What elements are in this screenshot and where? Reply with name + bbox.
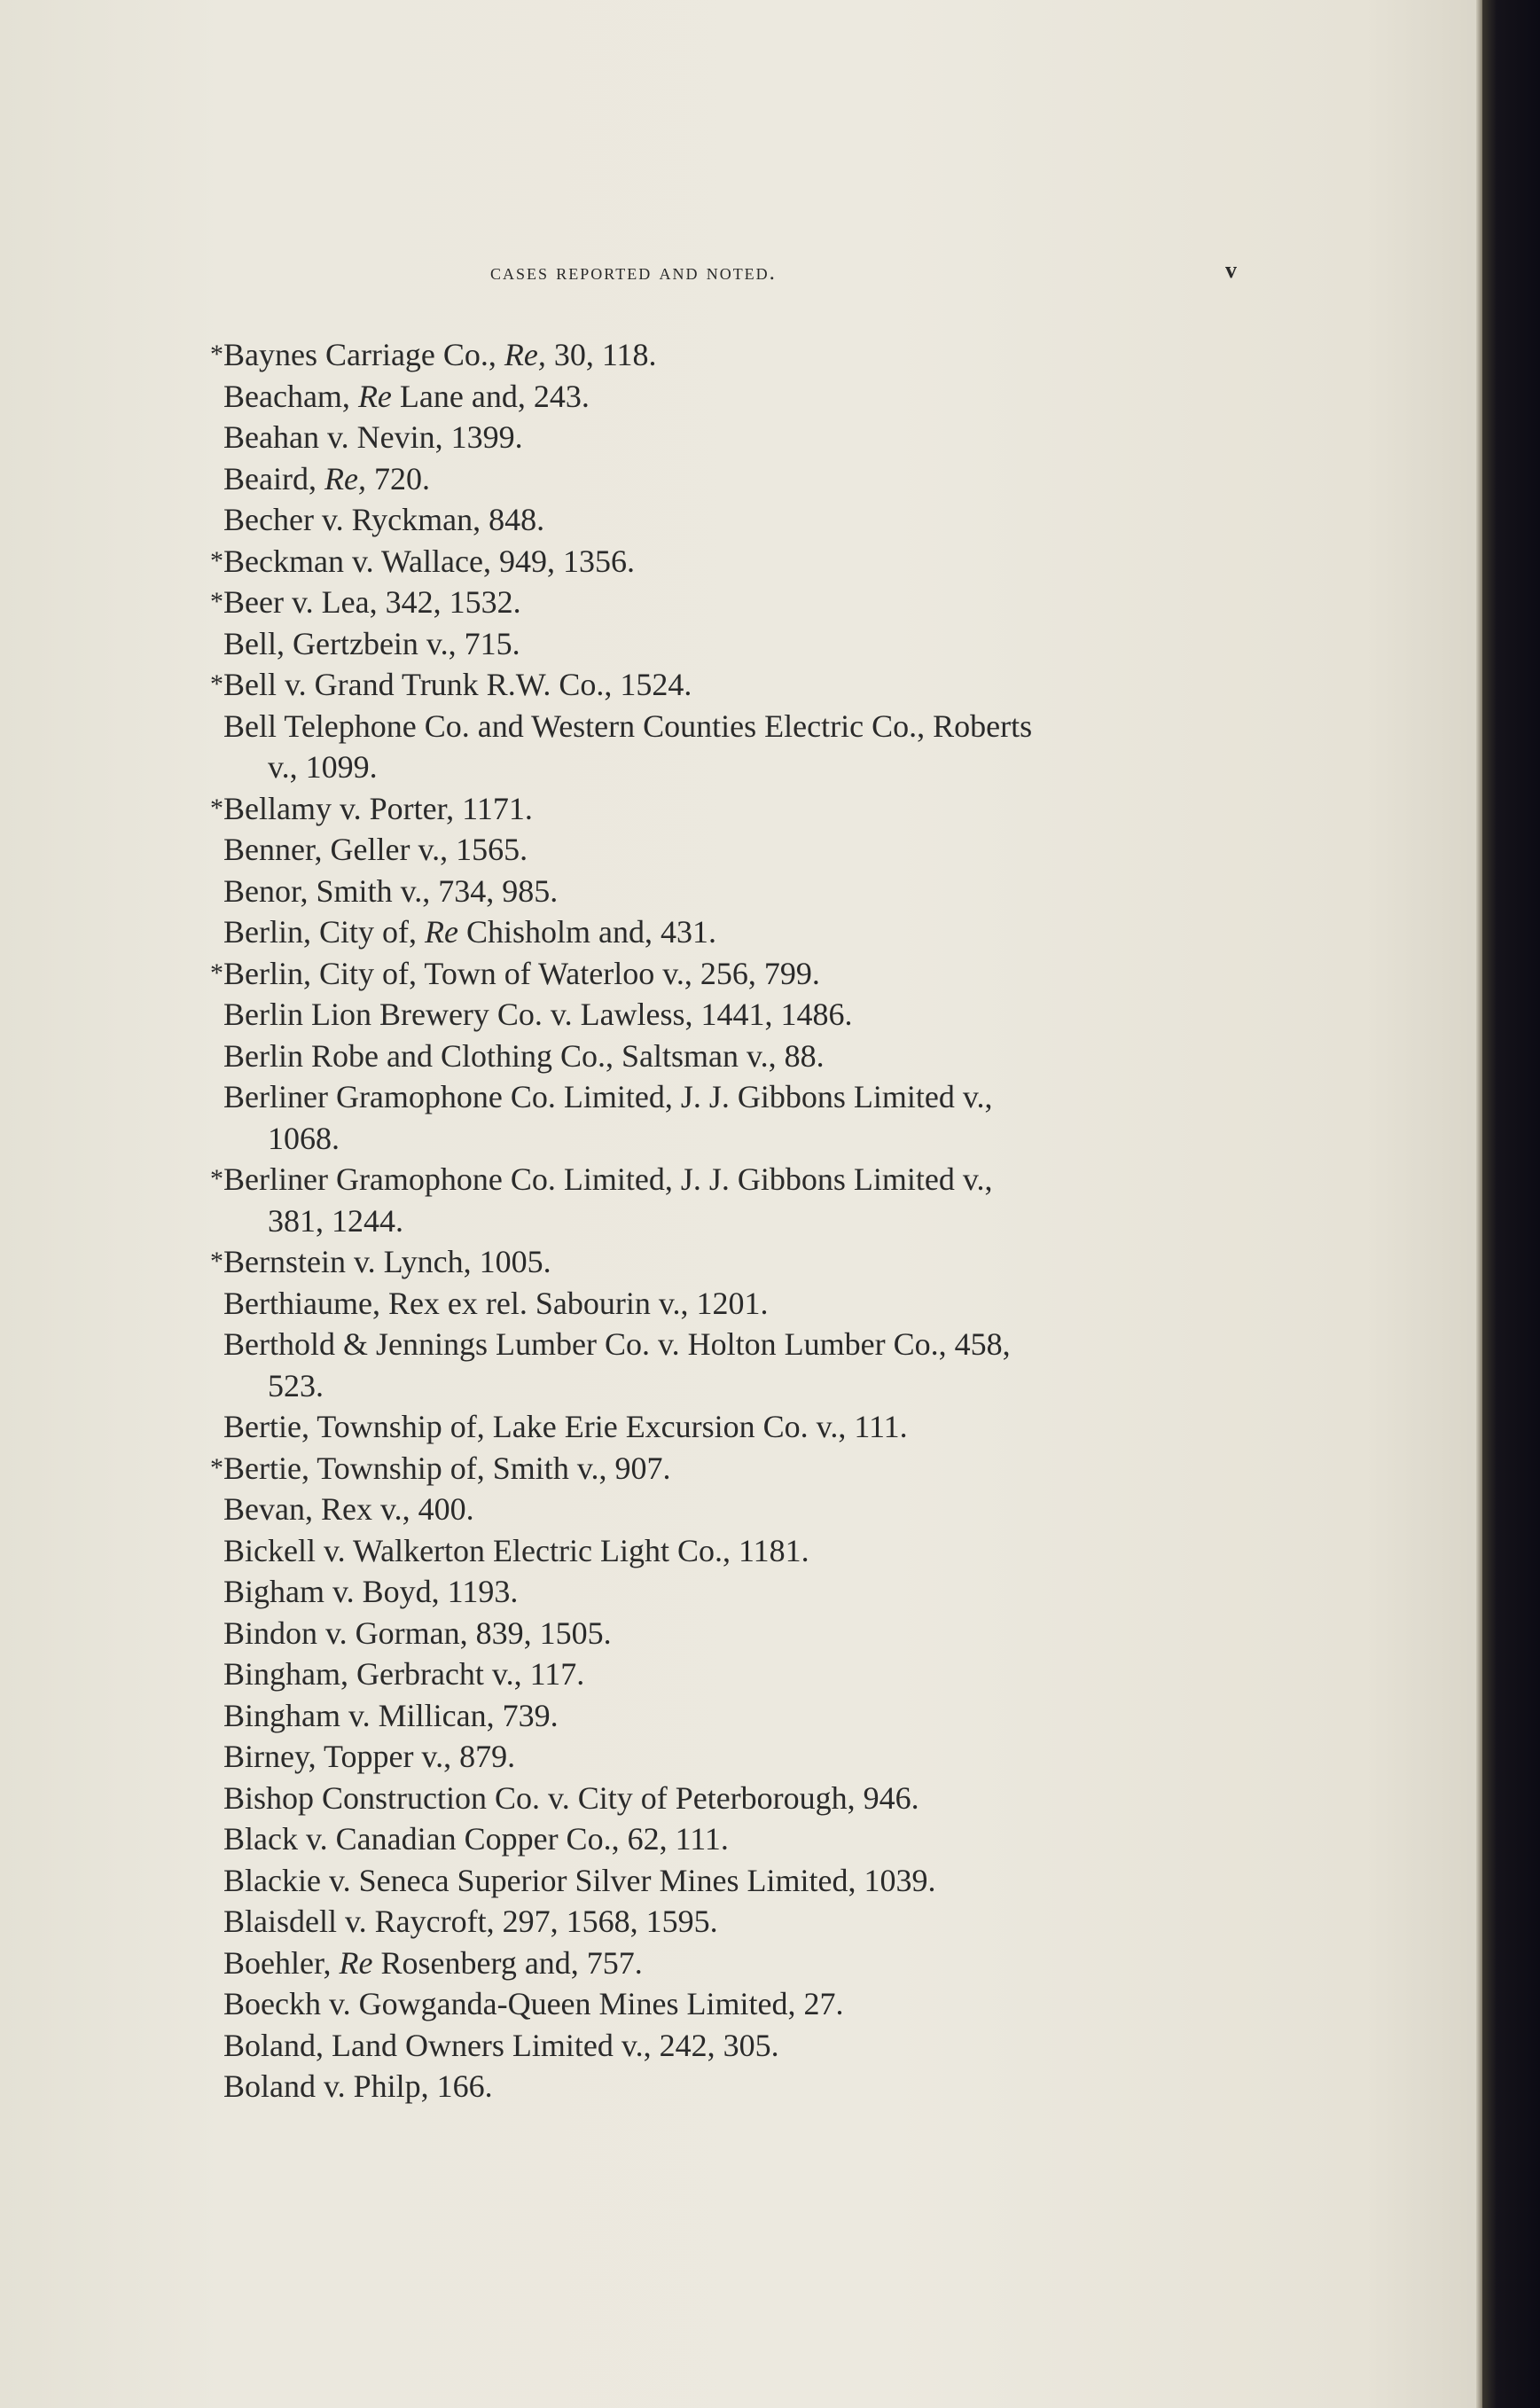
case-entry-text: Bingham, Gerbracht v., 117.	[223, 1656, 585, 1692]
case-entry	[197, 1654, 1278, 1695]
asterisk-marker: *	[210, 958, 223, 988]
case-entry	[197, 1283, 1278, 1325]
asterisk-marker: *	[210, 1452, 223, 1482]
case-entry	[197, 2025, 1278, 2067]
case-entry	[197, 1241, 1278, 1283]
case-entry	[197, 1159, 1278, 1241]
case-entry-text: Bickell v. Walkerton Electric Light Co., 1181.	[223, 1532, 809, 1568]
case-entry	[197, 1613, 1278, 1654]
case-entry-text: Blaisdell v. Raycroft, 297, 1568, 1595.	[223, 1904, 718, 1939]
case-entry	[197, 417, 1278, 458]
case-entry-text: Beer v. Lea, 342, 1532.	[223, 584, 521, 620]
asterisk-marker: *	[210, 669, 223, 699]
case-entry	[197, 1943, 1278, 1984]
case-entry	[197, 623, 1278, 665]
case-entry-text: Berthiaume, Rex ex rel. Sabourin v., 1201.	[223, 1285, 769, 1321]
case-entry-text: Bernstein v. Lynch, 1005.	[223, 1244, 551, 1279]
case-entry	[197, 458, 1278, 500]
case-entry	[197, 541, 1278, 582]
asterisk-marker: *	[210, 1247, 223, 1276]
case-entry	[197, 1530, 1278, 1572]
case-entry	[197, 376, 1278, 418]
case-entry	[197, 829, 1278, 871]
case-entry-text: Black v. Canadian Copper Co., 62, 111.	[223, 1821, 729, 1857]
case-entry-text-after: 30, 118.	[545, 337, 657, 372]
case-entry-text: Bellamy v. Porter, 1171.	[223, 790, 533, 826]
case-entry-italic: Re	[357, 378, 392, 414]
case-entry	[197, 1076, 1278, 1159]
case-entry-text: Berlin, City of, Town of Waterloo v., 256, 799.	[223, 955, 820, 991]
case-entry-text: Bevan, Rex v., 400.	[223, 1491, 474, 1527]
page-header-title: cases reported and noted.	[490, 261, 777, 285]
asterisk-marker: *	[210, 545, 223, 575]
case-entry-italic: Re	[339, 1944, 373, 1981]
case-entry-text: Boeckh v. Gowganda-Queen Mines Limited, 27.	[223, 1986, 844, 2021]
case-entry	[197, 1818, 1278, 1860]
case-entry	[197, 1983, 1278, 2025]
case-entry-text: Benner, Geller v., 1565.	[223, 832, 528, 867]
case-entry-italic: Re	[425, 914, 458, 950]
case-entry-italic: Re,	[324, 460, 366, 496]
case-entry-text: Boland, Land Owners Limited v., 242, 305.	[223, 2027, 779, 2063]
case-entry	[197, 788, 1278, 830]
asterisk-marker: *	[210, 793, 223, 823]
case-entry-text: Bishop Construction Co. v. City of Peterborough, 946.	[223, 1779, 919, 1816]
asterisk-marker: *	[210, 340, 223, 369]
case-entry-continuation: v., 1099.	[268, 749, 378, 785]
case-entry	[197, 1695, 1278, 1737]
case-entry-text: Bindon v. Gorman, 839, 1505.	[223, 1614, 612, 1651]
case-entry	[197, 582, 1278, 623]
case-entry-text: Berlin Lion Brewery Co. v. Lawless, 1441, 1486.	[223, 997, 853, 1032]
case-entry-text: Berlin, City of,	[223, 914, 425, 950]
case-entry-text: Baynes Carriage Co.,	[223, 337, 504, 372]
case-entry	[197, 1860, 1278, 1902]
case-entry-text: Benor, Smith v., 734, 985.	[223, 872, 559, 909]
case-entry	[197, 1778, 1278, 1819]
case-entry	[197, 953, 1278, 995]
asterisk-marker: *	[210, 587, 223, 616]
case-entry-text: Boland v. Philp, 166.	[223, 2068, 493, 2104]
case-entry	[197, 1406, 1278, 1448]
case-entry	[197, 664, 1278, 706]
case-entry-continuation: 381, 1244.	[268, 1202, 403, 1239]
case-entry-text: Beaird,	[223, 460, 324, 496]
case-entry	[197, 1036, 1278, 1077]
case-entry-text: Berlin Robe and Clothing Co., Saltsman v., 88.	[223, 1037, 825, 1074]
case-entry-italic: Re,	[504, 337, 546, 372]
case-entry-text: Bell v. Grand Trunk R.W. Co., 1524.	[223, 667, 692, 702]
case-entry	[197, 2066, 1278, 2107]
case-entry	[197, 911, 1278, 953]
case-entry-text: Bingham v. Millican, 739.	[223, 1697, 559, 1733]
case-entry	[197, 334, 1278, 376]
case-entry	[197, 706, 1278, 788]
case-entry-text: Bertie, Township of, Smith v., 907.	[223, 1450, 671, 1486]
case-index-list	[197, 334, 1278, 2107]
case-entry	[197, 1324, 1278, 1406]
case-entry-text-after: Rosenberg and, 757.	[372, 1944, 643, 1981]
case-entry	[197, 1571, 1278, 1613]
case-entry-text: Birney, Topper v., 879.	[223, 1739, 516, 1774]
case-entry-text: Berliner Gramophone Co. Limited, J. J. Gibbons Limited v.,	[223, 1161, 993, 1197]
running-header	[0, 257, 1482, 293]
page-number: v	[1225, 257, 1237, 283]
case-entry	[197, 1448, 1278, 1489]
case-entry-text: Bell, Gertzbein v., 715.	[223, 625, 520, 661]
case-entry	[197, 1736, 1278, 1778]
case-entry-continuation: 1068.	[268, 1120, 340, 1156]
case-entry	[197, 1489, 1278, 1530]
book-spine	[1482, 0, 1540, 2408]
case-entry-text: Beckman v. Wallace, 949, 1356.	[223, 543, 635, 579]
case-entry	[197, 1901, 1278, 1943]
case-entry-text-after: Lane and, 243.	[391, 378, 590, 414]
case-entry-text: Beacham,	[223, 378, 358, 414]
case-entry-text-after: Chisholm and, 431.	[457, 914, 716, 950]
case-entry-text: Berthold & Jennings Lumber Co. v. Holton Lumber Co., 458,	[223, 1326, 1011, 1362]
case-entry-continuation: 523.	[268, 1367, 324, 1403]
case-entry-text: Bertie, Township of, Lake Erie Excursion Co. v., 111.	[223, 1409, 908, 1444]
case-entry-text: Bigham v. Boyd, 1193.	[223, 1574, 519, 1609]
case-entry-text: Beahan v. Nevin, 1399.	[223, 419, 523, 455]
asterisk-marker: *	[210, 1164, 223, 1193]
case-entry-text: Berliner Gramophone Co. Limited, J. J. Gibbons Limited v.,	[223, 1079, 993, 1114]
case-entry	[197, 499, 1278, 541]
case-entry-text-after: 720.	[365, 460, 430, 496]
case-entry	[197, 994, 1278, 1036]
case-entry-text: Blackie v. Seneca Superior Silver Mines Limited, 1039.	[223, 1862, 936, 1898]
case-entry-text: Becher v. Ryckman, 848.	[223, 502, 545, 537]
case-entry-text: Bell Telephone Co. and Western Counties Electric Co., Roberts	[223, 708, 1033, 744]
case-entry-text: Boehler,	[223, 1944, 340, 1981]
case-entry	[197, 871, 1278, 912]
